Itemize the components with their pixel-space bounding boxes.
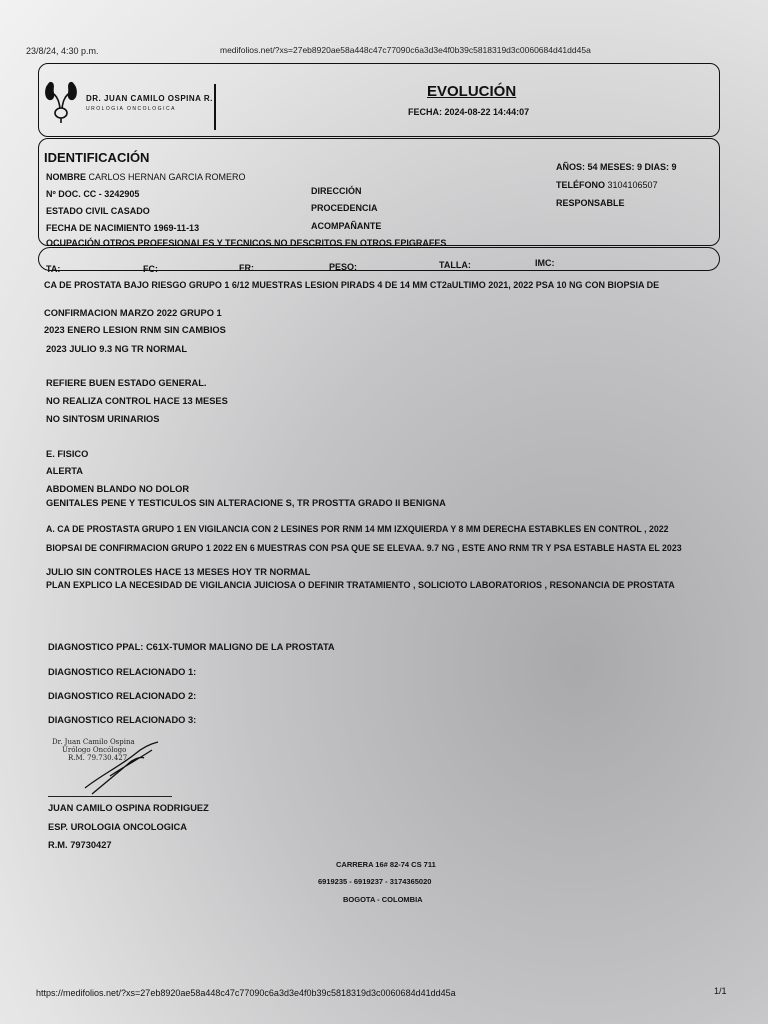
body-line: 2023 JULIO 9.3 NG TR NORMAL: [46, 344, 188, 354]
vital-fc: FC:: [143, 264, 158, 274]
body-line: JULIO SIN CONTROLES HACE 13 MESES HOY TR NORMAL: [46, 567, 311, 577]
footer-page-number: 1/1: [714, 986, 727, 996]
body-line: A. CA DE PROSTASTA GRUPO 1 EN VIGILANCIA CON 2 LESINES POR RNM 14 MM IZXQUIERDA Y 8 MM DERECHA ESTABKLES EN CONTROL , 2022: [46, 524, 669, 534]
procedencia-label: PROCEDENCIA: [311, 203, 378, 213]
diagnostico-rel-2: DIAGNOSTICO RELACIONADO 2:: [48, 691, 197, 701]
fecha-value: 2024-08-22 14:44:07: [444, 107, 530, 117]
body-line: BIOPSAI DE CONFIRMACION GRUPO 1 2022 EN 6 MUESTRAS CON PSA QUE SE ELEVAA. 9.7 NG , ESTE ANO RNM TR Y PSA ESTABLE HASTA EL 2023: [46, 543, 682, 553]
diagnostico-rel-1: DIAGNOSTICO RELACIONADO 1:: [48, 667, 197, 677]
acompanante-label: ACOMPAÑANTE: [311, 221, 382, 231]
body-line: ABDOMEN BLANDO NO DOLOR: [46, 484, 190, 494]
doc-field: [46, 189, 139, 199]
print-datetime: 23/8/24, 4:30 p.m.: [26, 46, 99, 56]
body-line: NO REALIZA CONTROL HACE 13 MESES: [46, 396, 228, 406]
diagnostico-rel-3: DIAGNOSTICO RELACIONADO 3:: [48, 715, 197, 725]
ocupacion-label: OCUPACIÓN: [46, 238, 101, 248]
signer-specialty: ESP. UROLOGIA ONCOLOGICA: [48, 822, 187, 832]
direccion-label: DIRECCIÓN: [311, 186, 362, 196]
body-line: E. FISICO: [46, 449, 89, 459]
ocupacion-value: OTROS PROFESIONALES Y TECNICOS NO DESCRITOS EN OTROS EPIGRAFES: [102, 238, 447, 248]
telefono-label: TELÉFONO: [556, 180, 605, 190]
edad-value: 54 MESES: 9 DIAS: 9: [587, 162, 677, 172]
vital-talla: TALLA:: [439, 260, 471, 270]
document-title: EVOLUCIÓN: [427, 83, 517, 100]
responsable-label: RESPONSABLE: [556, 198, 625, 208]
kidney-logo-icon: [44, 78, 78, 124]
signer-name: JUAN CAMILO OSPINA RODRIGUEZ: [48, 803, 209, 813]
edad-field: [556, 162, 677, 172]
nacimiento-label: FECHA DE NACIMIENTO: [46, 223, 152, 233]
diagnostico-ppal: DIAGNOSTICO PPAL: C61X-TUMOR MALIGNO DE LA PROSTATA: [48, 642, 335, 652]
footer-url: https://medifolios.net/?xs=27eb8920ae58a448c47c77090c6a3d3e4f0b39c5818319d3c0060684d41dd45a: [36, 988, 456, 998]
estado-civil-field: [46, 206, 150, 216]
doc-label: Nº DOC.: [46, 189, 81, 199]
telefono-field: [556, 180, 658, 190]
doctor-logo: [44, 78, 216, 130]
vital-peso: PESO:: [329, 262, 358, 272]
body-line: GENITALES PENE Y TESTICULOS SIN ALTERACIONE S, TR PROSTTA GRADO II BENIGNA: [46, 498, 446, 508]
vital-fr: FR:: [239, 263, 254, 273]
header-divider: [214, 84, 216, 130]
body-line: ALERTA: [46, 466, 84, 476]
nacimiento-value: 1969-11-13: [153, 223, 200, 233]
nombre-label: NOMBRE: [46, 172, 86, 182]
doc-value: CC - 3242905: [83, 189, 140, 199]
body-line: CA DE PROSTATA BAJO RIESGO GRUPO 1 6/12 MUESTRAS LESION PIRADS 4 DE 14 MM CT2aULTIMO 2021, 2022 PSA 10 NG CON BIOPSIA DE: [44, 280, 660, 290]
estado-civil-value: CASADO: [110, 206, 150, 216]
body-line: REFIERE BUEN ESTADO GENERAL.: [46, 378, 207, 388]
doctor-name-logo: DR. JUAN CAMILO OSPINA R.: [86, 94, 213, 103]
nacimiento-field: [46, 223, 199, 233]
fecha-label: FECHA:: [408, 107, 442, 117]
address-line-1: CARRERA 16# 82-74 CS 711: [336, 860, 436, 869]
nombre-value: CARLOS HERNAN GARCIA ROMERO: [88, 172, 246, 182]
stamp-line-1: Dr. Juan Camilo Ospina: [52, 738, 135, 746]
address-line-2: 6919235 - 6919237 - 3174365020: [318, 877, 432, 886]
body-line: PLAN EXPLICO LA NECESIDAD DE VIGILANCIA JUICIOSA O DEFINIR TRATAMIENTO , SOLICIOTO LABORATORIOS , RESONANCIA DE PROSTATA: [46, 580, 675, 590]
signature-line: [48, 796, 172, 797]
signer-rm: R.M. 79730427: [48, 840, 112, 850]
stamp-line-2: Urólogo Oncólogo: [62, 746, 127, 754]
telefono-value: 3104106507: [607, 180, 658, 190]
estado-civil-label: ESTADO CIVIL: [46, 206, 109, 216]
identificacion-title: IDENTIFICACIÓN: [44, 150, 150, 165]
address-line-3: BOGOTA - COLOMBIA: [343, 895, 423, 904]
nombre-field: [46, 172, 246, 182]
body-line: NO SINTOSM URINARIOS: [46, 414, 160, 424]
body-line: CONFIRMACION MARZO 2022 GRUPO 1: [44, 308, 222, 318]
vitals-box: [38, 247, 720, 271]
stamp-line-3: R.M. 79.730.427: [68, 754, 128, 762]
body-line: 2023 ENERO LESION RNM SIN CAMBIOS: [44, 325, 226, 335]
edad-label: AÑOS:: [556, 162, 585, 172]
print-url: medifolios.net/?xs=27eb8920ae58a448c47c77090c6a3d3e4f0b39c5818319d3c0060684d41dd45a: [220, 45, 591, 55]
fecha-field: [408, 107, 529, 117]
handwritten-signature: [80, 736, 170, 796]
doctor-subtitle-logo: UROLOGIA ONCOLOGICA: [86, 106, 176, 112]
vital-ta: TA:: [46, 264, 61, 274]
vital-imc: IMC:: [535, 258, 555, 268]
